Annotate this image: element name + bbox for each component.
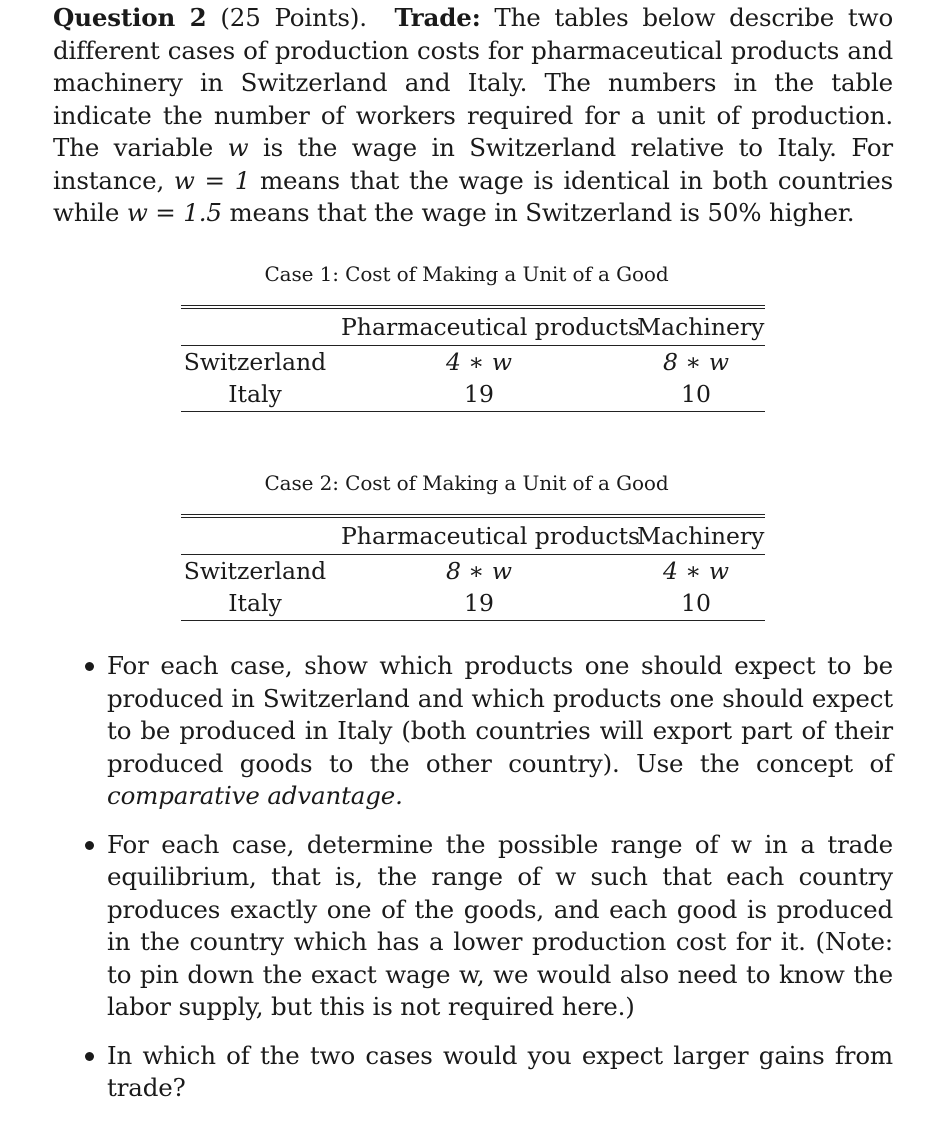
bullet-icon [85, 662, 94, 671]
table-1-header-pharma: Pharmaceutical products [341, 313, 641, 341]
table-2-row-1-pharma: 8 ∗ w [446, 557, 512, 585]
bullet-1-text: For each case, show which products one should expect to be produced in Switzerland and which products one should expect to be produced in Italy (both countries will export part of their produced goods to the other country). Use the concept of [107, 651, 893, 778]
intro-var-w: w [227, 133, 249, 162]
table-row [181, 555, 765, 587]
table-1-row-2-machinery: 10 [681, 380, 711, 408]
table-1-row-2-pharma: 19 [464, 380, 494, 408]
question-label: Question 2 [53, 3, 207, 32]
table-1-row-1-pharma: 4 ∗ w [446, 348, 512, 376]
intro-text-3: means that the wage is identical in both countries while [53, 165, 894, 227]
table-2-header-pharma: Pharmaceutical products [341, 522, 641, 550]
table-1-header-machinery: Machinery [637, 313, 765, 341]
table-1-row-1-country: Switzerland [183, 348, 327, 376]
table-2-header-row [181, 518, 765, 554]
table-2-row-2-country: Italy [228, 589, 282, 617]
intro-text-4: means that the wage in Switzerland is 50% higher. [229, 198, 855, 227]
table-1-caption: Case 1: Cost of Making a Unit of a Good [264, 262, 669, 286]
intro-eq-2: w = 1.5 [126, 198, 222, 227]
intro-text-1: The tables below describe two different cases of production costs for pharmaceutical products and machinery in Switzerland and Italy. The numbers in the table indicate the number of workers required for a unit of production. The variable [53, 3, 894, 162]
table-2-header-machinery: Machinery [637, 522, 765, 550]
list-item [53, 829, 893, 1024]
table-row [181, 587, 765, 620]
bullet-icon [85, 1052, 94, 1061]
table-row [181, 378, 765, 411]
table-1-bottom-rule [181, 411, 765, 412]
list-item [53, 1040, 893, 1105]
task-list [53, 650, 893, 1121]
table-2-row-2-machinery: 10 [681, 589, 711, 617]
table-1 [181, 305, 765, 412]
table-row [181, 346, 765, 378]
table-1-row-1-machinery: 8 ∗ w [663, 348, 729, 376]
table-1-header-row [181, 309, 765, 345]
bullet-2-text: For each case, determine the possible range of w in a trade equilibrium, that is, the range of w such that each country produces exactly one of the goods, and each good is produced in the country which has a lower production cost for it. (Note: to pin down the exact wage w, we would also need to know the labor supply, but this is not required here.) [107, 829, 893, 1021]
table-2-row-1-machinery: 4 ∗ w [663, 557, 729, 585]
table-2-row-2-pharma: 19 [464, 589, 494, 617]
table-1-row-2-country: Italy [228, 380, 282, 408]
table-2-bottom-rule [181, 620, 765, 621]
bullet-3-text: In which of the two cases would you expect larger gains from trade? [107, 1040, 893, 1102]
question-topic: Trade: [394, 3, 481, 32]
intro-eq-1: w = 1 [173, 165, 251, 195]
intro-text-2: is the wage in Switzerland relative to Italy. For instance, [53, 133, 893, 195]
bullet-icon [85, 841, 94, 850]
table-2 [181, 514, 765, 621]
table-2-row-1-country: Switzerland [183, 557, 327, 585]
bullet-1-italic: comparative advantage. [107, 781, 403, 810]
list-item [53, 650, 893, 813]
table-2-caption: Case 2: Cost of Making a Unit of a Good [264, 471, 669, 495]
question-intro [53, 2, 893, 230]
question-points: (25 Points). [220, 3, 367, 32]
